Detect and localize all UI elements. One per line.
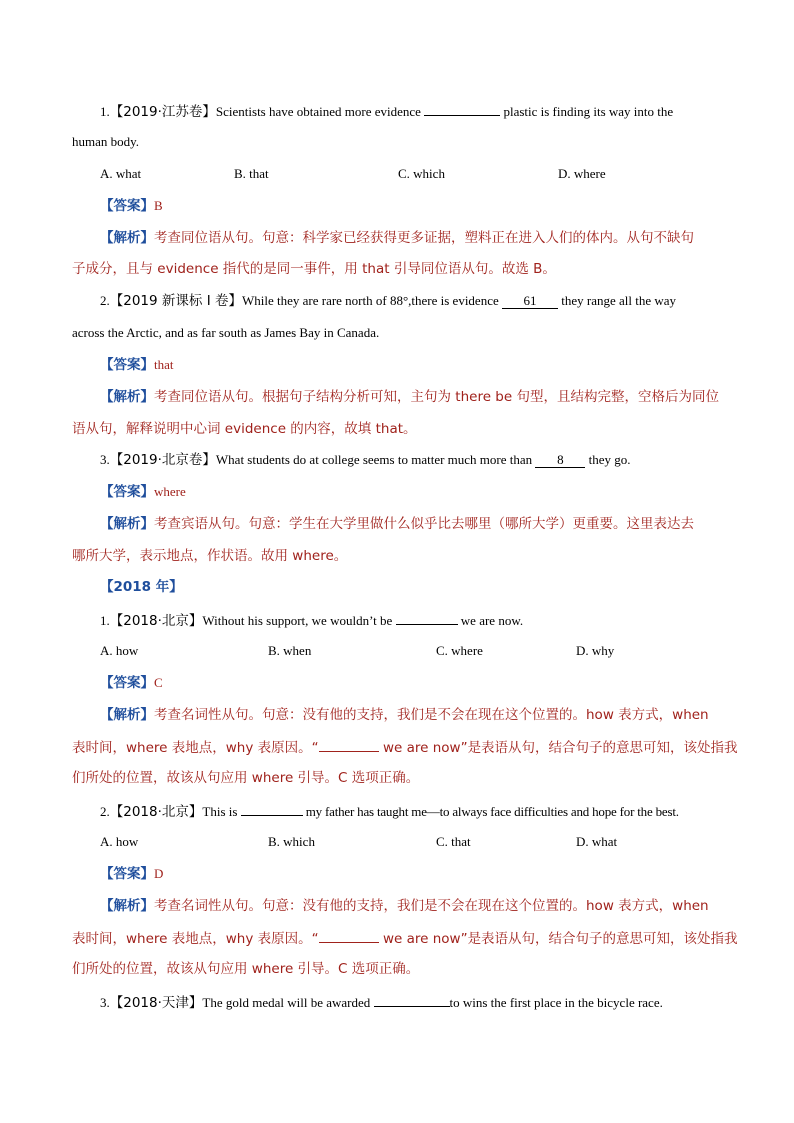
answer-line xyxy=(100,355,174,375)
analysis-label: 【解析】 xyxy=(100,707,154,723)
answer-line xyxy=(100,482,186,502)
answer-label: 【答案】 xyxy=(100,198,154,214)
analysis-keyword: evidence xyxy=(224,421,287,437)
analysis-keyword: where xyxy=(251,961,294,977)
question-number: 2. xyxy=(100,293,110,308)
source-tag: 【2018·北京】 xyxy=(109,804,203,820)
analysis-label: 【解析】 xyxy=(100,230,154,246)
answer-blank xyxy=(319,927,379,943)
analysis-line1 xyxy=(100,514,694,534)
question-2019-2-line1 xyxy=(100,291,676,311)
option-a: A. how xyxy=(100,834,139,849)
analysis-text: 的内容，故填 xyxy=(286,421,376,437)
option-d: D. where xyxy=(558,166,606,181)
analysis-text: 表原因。“ xyxy=(253,931,319,947)
analysis-keyword: where xyxy=(292,548,334,564)
answer-value: D xyxy=(154,866,164,881)
analysis-text: 考查同位语从句。根据句子结构分析可知，主句为 xyxy=(154,389,456,405)
option-b: B. which xyxy=(268,834,315,849)
source-tag: 【2018·天津】 xyxy=(109,995,203,1011)
answer-value: B xyxy=(154,198,163,213)
option-c: C. that xyxy=(436,834,471,849)
analysis-text: 。 xyxy=(333,548,348,564)
answer-blank: 61 xyxy=(502,293,558,309)
analysis-text: 引导同位语从句。故选 B。 xyxy=(389,261,556,277)
analysis-text: we are now” xyxy=(378,740,468,756)
question-text: Scientists have obtained more evidence xyxy=(215,104,425,119)
analysis-keyword: why xyxy=(225,931,254,947)
question-2019-3-line1 xyxy=(100,450,631,470)
option-a: A. how xyxy=(100,643,139,658)
analysis-text: 表时间， xyxy=(72,931,126,947)
analysis-text: 哪所大学，表示地点，作状语。故用 xyxy=(72,548,293,564)
question-2018-1-line1 xyxy=(100,609,523,631)
answer-value: C xyxy=(154,675,163,690)
question-2019-2-line2: across the Arctic, and as far south as James Bay in Canada. xyxy=(72,325,380,340)
answer-blank xyxy=(319,736,379,752)
answer-label: 【答案】 xyxy=(100,357,154,373)
analysis-text: 子成分，且与 xyxy=(72,261,158,277)
answer-value: that xyxy=(154,357,174,372)
analysis-keyword: how xyxy=(586,898,614,914)
analysis-line2 xyxy=(72,927,738,949)
analysis-line1 xyxy=(100,387,719,407)
analysis-text: 是表语从句，结合句子的意思可知，该处指我 xyxy=(467,740,738,756)
question-number: 1. xyxy=(100,613,110,628)
question-text: plastic is finding its way into the xyxy=(500,104,674,119)
question-number: 3. xyxy=(100,995,110,1010)
analysis-text: 考查同位语从句。句意：科学家已经获得更多证据，塑料正在进入人们的体内。从句不缺句 xyxy=(154,230,694,246)
analysis-keyword: where xyxy=(251,770,294,786)
source-tag: 【2019 新课标 I 卷】 xyxy=(109,293,242,309)
analysis-keyword: that xyxy=(375,421,404,437)
question-2019-1-line1 xyxy=(100,100,673,122)
answer-blank xyxy=(396,609,458,625)
analysis-line1 xyxy=(100,705,709,725)
answer-blank xyxy=(241,800,303,816)
analysis-text: 表方式， xyxy=(613,898,673,914)
analysis-text: 引导。C 选项正确。 xyxy=(293,770,420,786)
source-tag: 【2019·江苏卷】 xyxy=(109,104,216,120)
question-text: we are now. xyxy=(457,613,524,628)
analysis-line2 xyxy=(72,259,556,279)
analysis-keyword: evidence xyxy=(157,261,219,277)
question-number: 3. xyxy=(100,452,110,467)
option-d: D. what xyxy=(576,834,618,849)
analysis-text: 表地点， xyxy=(167,931,226,947)
question-text: Without his support, we wouldn’t be xyxy=(202,613,396,628)
question-text: they go. xyxy=(585,452,631,467)
answer-line xyxy=(100,196,163,216)
answer-line xyxy=(100,864,163,884)
analysis-line2 xyxy=(72,419,417,439)
analysis-keyword: why xyxy=(225,740,254,756)
option-d: D. why xyxy=(576,643,615,658)
analysis-line1 xyxy=(100,896,709,916)
question-text: This is xyxy=(202,804,241,819)
question-2019-1-line2: human body. xyxy=(72,134,140,149)
analysis-text: 表时间， xyxy=(72,740,126,756)
analysis-text: 考查名词性从句。句意：没有他的支持，我们是不会在现在这个位置的。 xyxy=(154,707,586,723)
analysis-keyword: where xyxy=(126,931,168,947)
analysis-keyword: where xyxy=(126,740,168,756)
analysis-label: 【解析】 xyxy=(100,389,154,405)
question-text: my father has taught me—to always face difficulties and hope for the best. xyxy=(302,804,679,819)
option-c: C. where xyxy=(436,643,483,658)
question-text: What students do at college seems to matter much more than xyxy=(215,452,536,467)
option-b: B. that xyxy=(234,166,269,181)
analysis-text: 考查宾语从句。句意：学生在大学里做什么似乎比去哪里（哪所大学）更重要。这里表达去 xyxy=(154,516,694,532)
question-text: they range all the way xyxy=(558,293,677,308)
question-text: The gold medal will be awarded xyxy=(202,995,374,1010)
answer-label: 【答案】 xyxy=(100,866,154,882)
analysis-text: 们所处的位置，故该从句应用 xyxy=(72,961,252,977)
source-tag: 【2018·北京】 xyxy=(109,613,203,629)
analysis-text: 引导。C 选项正确。 xyxy=(293,961,420,977)
option-c: C. which xyxy=(398,166,445,181)
question-number: 2. xyxy=(100,804,110,819)
analysis-line3 xyxy=(72,768,419,788)
analysis-keyword: that xyxy=(362,261,390,277)
analysis-text: 表原因。“ xyxy=(253,740,319,756)
analysis-text: 表地点， xyxy=(167,740,226,756)
answer-label: 【答案】 xyxy=(100,675,154,691)
analysis-text: 指代的是同一事件，用 xyxy=(218,261,363,277)
option-a: A. what xyxy=(100,166,142,181)
question-text: to wins the first place in the bicycle race. xyxy=(449,995,663,1010)
answer-blank: 8 xyxy=(535,452,585,468)
analysis-text: 语从句，解释说明中心词 xyxy=(72,421,225,437)
analysis-text: 考查名词性从句。句意：没有他的支持，我们是不会在现在这个位置的。 xyxy=(154,898,586,914)
analysis-keyword: when xyxy=(672,707,709,723)
analysis-line2 xyxy=(72,546,347,566)
analysis-line3 xyxy=(72,959,419,979)
analysis-keyword: there be xyxy=(455,389,513,405)
question-2018-2-line1 xyxy=(100,800,679,822)
analysis-line2 xyxy=(72,736,738,758)
question-number: 1. xyxy=(100,104,110,119)
question-text: While they are rare north of 88°,there is evidence xyxy=(241,293,502,308)
answer-line xyxy=(100,673,163,693)
source-tag: 【2019·北京卷】 xyxy=(109,452,216,468)
analysis-keyword: when xyxy=(672,898,709,914)
analysis-label: 【解析】 xyxy=(100,898,154,914)
analysis-text: 们所处的位置，故该从句应用 xyxy=(72,770,252,786)
year-heading-2018: 【2018 年】 xyxy=(100,579,183,595)
answer-blank xyxy=(424,100,500,116)
answer-blank xyxy=(374,991,450,1007)
answer-value: where xyxy=(154,484,186,499)
analysis-label: 【解析】 xyxy=(100,516,154,532)
analysis-text: 句型，且结构完整，空格后为同位 xyxy=(512,389,719,405)
option-b: B. when xyxy=(268,643,312,658)
analysis-keyword: how xyxy=(586,707,614,723)
question-2018-3-line1 xyxy=(100,991,663,1013)
answer-label: 【答案】 xyxy=(100,484,154,500)
analysis-text: 。 xyxy=(403,421,417,437)
analysis-text: we are now” xyxy=(378,931,468,947)
analysis-text: 是表语从句，结合句子的意思可知，该处指我 xyxy=(467,931,738,947)
analysis-text: 表方式， xyxy=(613,707,673,723)
analysis-line1 xyxy=(100,228,694,248)
